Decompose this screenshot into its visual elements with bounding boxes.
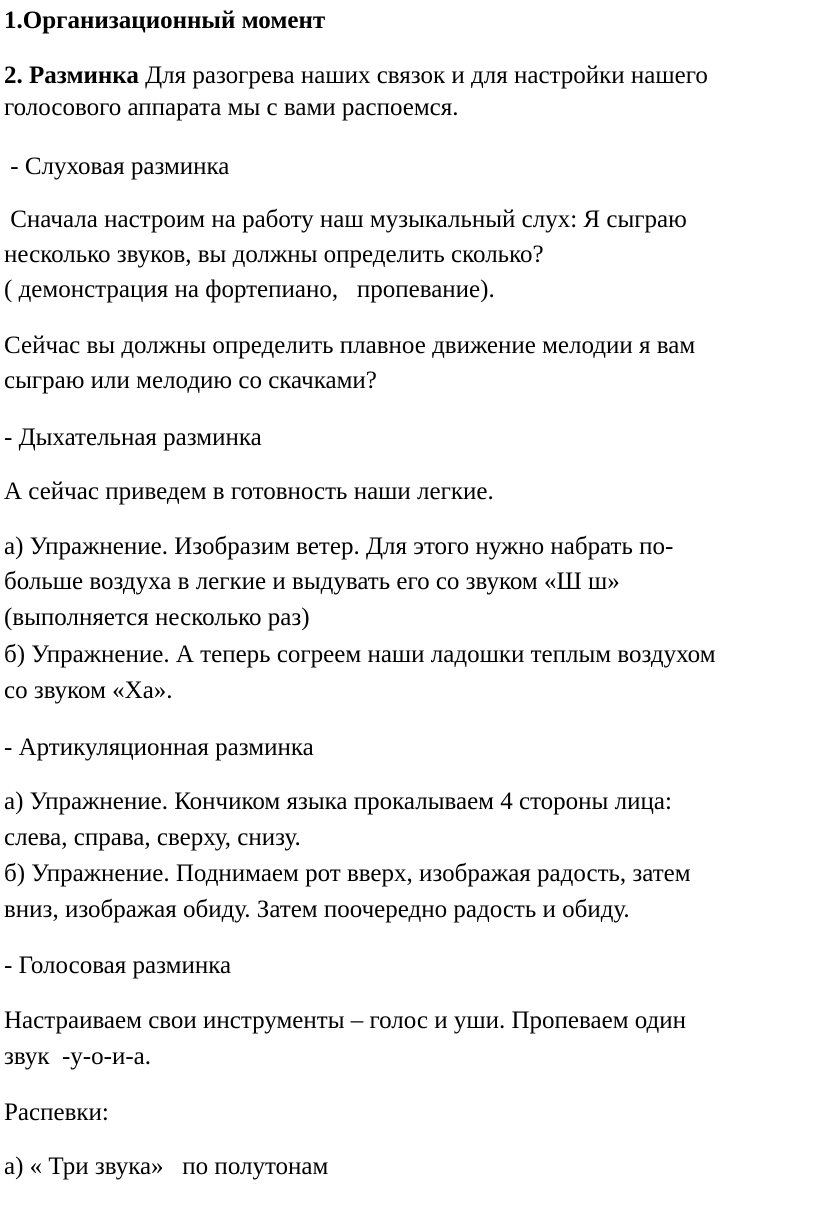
warmup-intro-text: Для разогрева наших связок и для настройки нашего xyxy=(138,62,708,89)
hearing-para1-line-2: несколько звуков, вы должны определить сколько? xyxy=(4,241,544,268)
breathing-ex-a-line-3: (выполняется несколько раз) xyxy=(4,604,310,631)
articulation-ex-b-line-2: вниз, изображая обиду. Затем поочередно радость и обиду. xyxy=(4,896,630,923)
vocal-para-line-2: звук -у-о-и-а. xyxy=(4,1043,151,1070)
breathing-ex-b-line-1: б) Упражнение. А теперь согреем наши ладошки теплым воздухом xyxy=(4,641,716,668)
vocal-warmup-title: - Голосовая разминка xyxy=(4,952,232,979)
breathing-ex-a-line-1: а) Упражнение. Изобразим ветер. Для этого нужно набрать по- xyxy=(4,533,674,560)
breathing-warmup-title: - Дыхательная разминка xyxy=(4,424,262,451)
hearing-para1-line-3: ( демонстрация на фортепиано, пропевание). xyxy=(4,276,495,303)
articulation-ex-b-line-1: б) Упражнение. Поднимаем рот вверх, изображая радость, затем xyxy=(4,860,691,887)
breathing-ex-b-line-2: со звуком «Ха». xyxy=(4,677,173,704)
raspevki-item-a: а) « Три звука» по полутонам xyxy=(4,1153,329,1180)
warmup-label: 2. Разминка xyxy=(4,62,139,89)
breathing-intro: А сейчас приведем в готовность наши легкие. xyxy=(4,478,494,505)
hearing-para2-line-1: Сейчас вы должны определить плавное движение мелодии я вам xyxy=(4,332,696,359)
hearing-warmup-title: - Слуховая разминка xyxy=(4,153,230,180)
articulation-ex-a-line-1: а) Упражнение. Кончиком языка прокалываем 4 стороны лица: xyxy=(4,788,672,815)
heading-org-moment: 1.Организационный момент xyxy=(4,7,326,34)
vocal-para-line-1: Настраиваем свои инструменты – голос и уши. Пропеваем один xyxy=(4,1007,687,1034)
breathing-ex-a-line-2: больше воздуха в легкие и выдувать его со звуком «Ш ш» xyxy=(4,568,620,595)
hearing-para2-line-2: сыграю или мелодию со скачками? xyxy=(4,367,377,394)
hearing-para1-line-1: Сначала настроим на работу наш музыкальный слух: Я сыграю xyxy=(4,206,687,233)
articulation-ex-a-line-2: слева, справа, сверху, снизу. xyxy=(4,824,301,851)
raspevki-title: Распевки: xyxy=(4,1099,109,1126)
warmup-intro-line-2: голосового аппарата мы с вами распоемся. xyxy=(4,94,459,121)
warmup-intro-line-1 xyxy=(4,61,708,91)
articulation-warmup-title: - Артикуляционная разминка xyxy=(4,734,314,761)
